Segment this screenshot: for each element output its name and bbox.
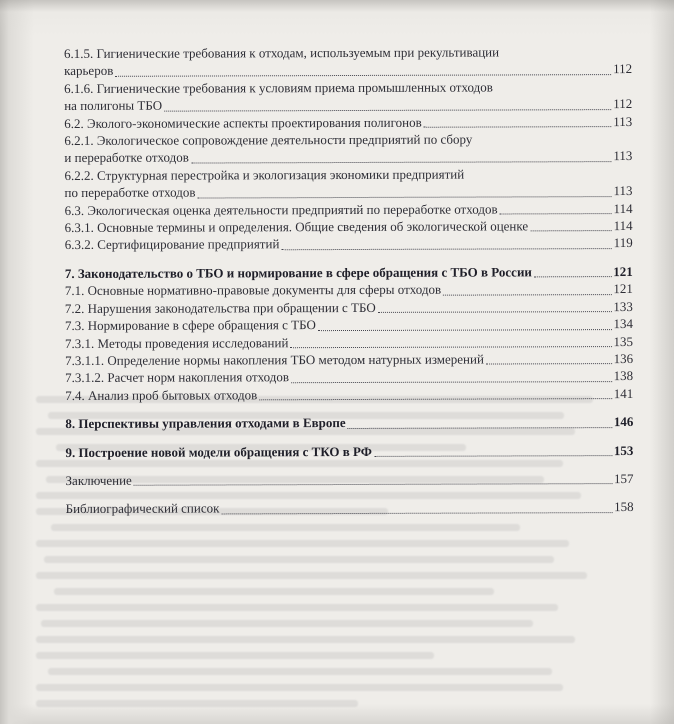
toc-entry-line [65,263,633,282]
toc-entry-title: 7. Законодательство о ТБО и нормирование в сфере обращения с ТБО в России [64,264,532,281]
page-number: 146 [613,414,634,430]
bleedthrough-line [44,556,554,563]
bleedthrough-line [36,540,569,547]
page-number: 121 [613,281,633,297]
bleedthrough-line [54,588,494,595]
toc-entry [65,413,633,432]
toc-list [64,43,634,518]
toc-entry-title-line1: 6.2.2. Структурная перестройка и экологизация экономики предприятий [64,166,465,183]
dot-leader [530,231,611,232]
toc-entry [64,165,632,202]
page-number: 158 [614,499,634,515]
toc-entry-line2 [64,60,632,79]
dot-leader [534,276,611,277]
bleedthrough-line [36,604,558,611]
toc-entry [65,217,633,236]
toc-entry-line [66,498,634,517]
toc-entry [65,200,633,219]
toc-entry-line [65,298,633,317]
toc-entry-title-line1: 6.1.6. Гигиенические требования к условиям приема промышленных отходов [64,79,493,96]
toc-entry-line [65,470,633,489]
toc-entry-line [64,113,632,132]
toc-entry-title-line2: по переработке отходов [64,184,196,201]
page-number: 153 [613,442,634,458]
toc-entry-title: 6.3.1. Основные термины и определения. Общие сведения об экологической оценке [64,218,529,236]
toc-entry-title: 7.3.1.2. Расчет норм накопления отходов [65,369,290,386]
toc-entry [64,130,632,167]
toc-entry [65,280,633,299]
toc-entry [65,385,633,404]
toc-entry-title: 8. Перспективы управления отходами в Европе [65,415,346,432]
dot-leader [115,74,611,77]
page-number: 112 [613,96,633,112]
toc-entry [65,470,633,489]
page-number: 114 [613,218,633,234]
toc-entry-line [65,280,633,299]
page-number: 138 [613,368,634,384]
toc-entry-title-line2: карьеров [64,63,114,79]
toc-entry-line [65,315,633,334]
page-number: 135 [613,333,634,349]
bleedthrough-line [36,684,563,691]
toc-entry-title: 7.4. Анализ проб бытовых отходов [65,387,258,403]
toc-entry [65,234,633,253]
toc-entry-line [65,200,633,219]
toc-entry [65,263,633,282]
toc-entry-title: 7.3. Нормирование в сфере обращения с ТБО [64,317,316,334]
bleedthrough-line [36,700,358,707]
page-number: 113 [613,183,633,199]
toc-entry [65,367,633,386]
dot-leader [281,248,611,250]
page-number: 133 [613,298,633,314]
dot-leader [221,512,612,514]
toc-entry-line [65,385,633,404]
dot-leader [191,161,611,163]
page-number: 113 [613,113,633,129]
dot-leader [291,381,612,383]
dot-leader [378,311,612,313]
dot-leader [290,346,611,348]
toc-entry-title: 6.3. Экологическая оценка деятельности предприятий по переработке отходов [64,201,498,218]
toc-entry-line [65,217,633,236]
toc-entry-title: 6.3.2. Сертифицирование предприятий [64,236,280,253]
toc-entry-line [65,350,633,369]
page-number: 157 [613,470,634,487]
toc-entry-line2 [64,95,632,114]
page-number: 113 [613,148,633,164]
toc-entry-title-line1: 6.1.5. Гигиенические требования к отходам, используемым при рекультивации [64,44,500,61]
toc-entry [64,43,632,80]
toc-entry-title: 6.2. Эколого-экономические аспекты проектирования полигонов [64,114,422,131]
dot-leader [164,109,611,112]
toc-entry-line2 [64,182,632,201]
dot-leader [134,483,612,486]
bleedthrough-line [51,524,520,531]
toc-entry [65,350,633,369]
bleedthrough-line [36,652,434,659]
page-number: 119 [613,235,633,251]
bleedthrough-line [48,668,552,675]
toc-entry-line [65,442,633,461]
toc-entry-line [65,333,633,352]
toc-entry-title: 7.2. Нарушения законодательства при обращении с ТБО [64,299,376,316]
toc-entry [65,315,633,334]
bleedthrough-line [36,572,587,579]
toc-entry-line [65,234,633,253]
toc-entry [65,442,633,461]
dot-leader [424,126,612,128]
dot-leader [348,427,612,429]
toc-entry-title-line2: и переработке отходов [64,150,189,166]
bleedthrough-line [36,636,575,643]
page-number: 134 [613,316,634,332]
page-number: 114 [613,200,633,216]
toc-entry-line2 [64,147,632,166]
toc-entry-title-line1: 6.2.1. Экологическое сопровождение деятельности предприятий по сбору [64,131,473,149]
dot-leader [443,294,611,296]
dot-leader [500,213,612,214]
toc-entry-title-line2: на полигоны ТБО [64,97,163,114]
toc-entry [64,113,632,132]
toc-entry [64,78,632,115]
dot-leader [318,329,612,331]
dot-leader [486,363,612,364]
page-number: 121 [613,263,633,279]
toc-entry-title: 7.1. Основные нормативно-правовые документы для сферы отходов [64,281,442,299]
toc-entry-line [65,413,633,432]
toc-entry [65,333,633,352]
dot-leader [198,196,612,198]
toc-entry-title: 9. Построение новой модели обращения с ТКО в РФ [65,443,372,460]
toc-entry-title: Заключение [65,472,132,488]
toc-entry [65,298,633,317]
toc-entry-line [65,367,633,386]
page-number: 112 [613,61,633,77]
toc-entry-title: 7.3.1.1. Определение нормы накопления ТБО методом натурных измерений [65,351,484,368]
dot-leader [259,398,611,400]
toc-entry-title: Библиографический список [65,500,220,517]
toc-entry-title: 7.3.1. Методы проведения исследований [65,334,289,351]
dot-leader [374,455,612,457]
page-number: 141 [613,385,634,401]
bleedthrough-line [41,620,533,627]
toc-entry [66,498,634,517]
page-number: 136 [613,350,634,366]
